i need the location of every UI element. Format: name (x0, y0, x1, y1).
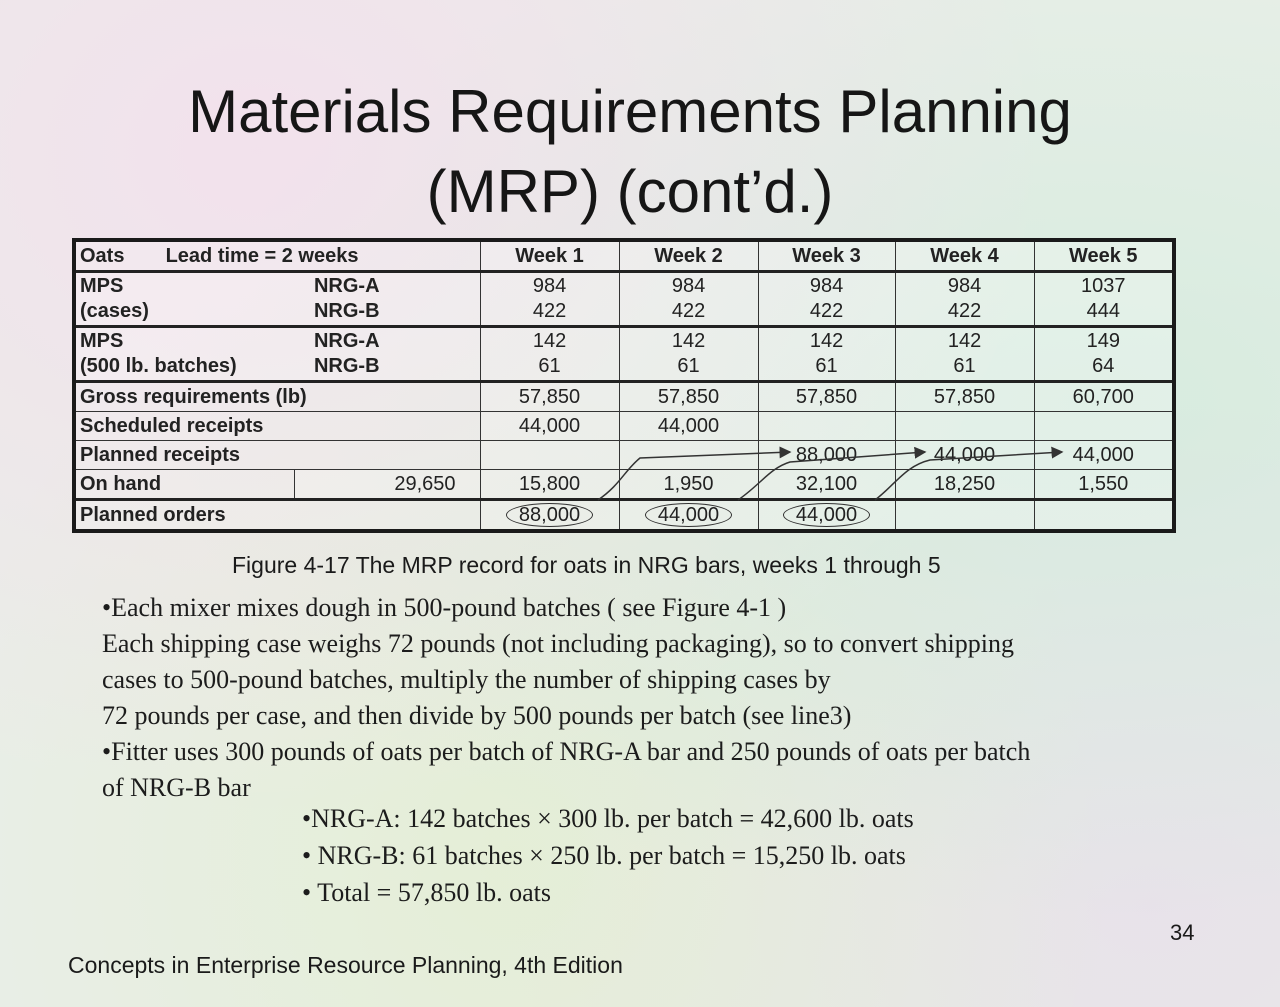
header-label-cell (74, 240, 480, 272)
bullet-mixer: •Each mixer mixes dough in 500-pound batches ( see Figure 4-1 ) (102, 593, 787, 622)
planned-receipt-cell (619, 441, 758, 470)
on-hand-cell: 15,800 (480, 470, 619, 500)
planned-order-circle: 44,000 (783, 503, 870, 527)
scheduled-cell (1034, 412, 1174, 441)
planned-order-cell (758, 500, 895, 532)
body-line: 72 pounds per case, and then divide by 500 pounds per batch (see line3) (102, 701, 852, 730)
product-a-label: NRG-A (313, 275, 380, 297)
week-header: Week 5 (1034, 240, 1174, 272)
mps-cases-label (74, 272, 480, 327)
scheduled-cell (758, 412, 895, 441)
mps-cases-row (74, 272, 1174, 327)
on-hand-label: On hand (74, 470, 294, 500)
body-line: of NRG-B bar (102, 773, 251, 802)
week-header: Week 3 (758, 240, 895, 272)
calc-nrg-b: • NRG-B: 61 batches × 250 lb. per batch = 15,250 lb. oats (302, 841, 906, 870)
planned-order-cell (895, 500, 1034, 532)
header-row (74, 240, 1174, 272)
mps-batches-cell: 142 61 (895, 327, 1034, 382)
batches-label: (500 lb. batches) (80, 355, 237, 377)
calc-nrg-a: •NRG-A: 142 batches × 300 lb. per batch = 42,600 lb. oats (302, 804, 914, 833)
week-header: Week 2 (619, 240, 758, 272)
gross-requirements-row (74, 382, 1174, 412)
mps-batches-cell: 149 64 (1034, 327, 1174, 382)
on-hand-initial: 29,650 (294, 470, 480, 500)
gross-requirements-label: Gross requirements (lb) (74, 382, 480, 412)
slide-title (0, 72, 1260, 232)
slide-footer: Concepts in Enterprise Resource Planning, 4th Edition (68, 952, 623, 978)
scheduled-receipts-label: Scheduled receipts (74, 412, 480, 441)
mps-label: MPS (80, 330, 124, 352)
cases-label: (cases) (80, 300, 149, 322)
planned-order-cell (480, 500, 619, 532)
scheduled-cell (895, 412, 1034, 441)
mps-batches-cell: 142 61 (619, 327, 758, 382)
on-hand-row (74, 470, 1174, 500)
title-line-2: (MRP) (cont’d.) (426, 158, 834, 225)
planned-receipt-cell (480, 441, 619, 470)
mps-cases-cell: 984 422 (895, 272, 1034, 327)
mps-batches-row (74, 327, 1174, 382)
product-a-label: NRG-A (313, 330, 380, 352)
planned-receipt-cell: 44,000 (895, 441, 1034, 470)
mps-cases-cell: 984 422 (758, 272, 895, 327)
scheduled-receipts-row (74, 412, 1174, 441)
planned-orders-label: Planned orders (74, 500, 480, 532)
item-name: Oats (80, 244, 125, 267)
on-hand-cell: 1,550 (1034, 470, 1174, 500)
planned-order-cell (1034, 500, 1174, 532)
planned-order-circle: 44,000 (645, 503, 732, 527)
body-text (102, 590, 1182, 806)
on-hand-cell: 32,100 (758, 470, 895, 500)
lead-time: Lead time = 2 weeks (165, 244, 359, 267)
week-header: Week 1 (480, 240, 619, 272)
calculation-list (302, 800, 914, 911)
scheduled-cell: 44,000 (619, 412, 758, 441)
mps-cases-cell: 1037 444 (1034, 272, 1174, 327)
gross-cell: 60,700 (1034, 382, 1174, 412)
mps-batches-label (74, 327, 480, 382)
planned-order-circle: 88,000 (506, 503, 593, 527)
mps-batches-cell: 142 61 (758, 327, 895, 382)
bullet-fitter: •Fitter uses 300 pounds of oats per batch of NRG-A bar and 250 pounds of oats per batch (102, 737, 1031, 766)
gross-cell: 57,850 (895, 382, 1034, 412)
week-header: Week 4 (895, 240, 1034, 272)
mps-label: MPS (80, 275, 124, 297)
scheduled-cell: 44,000 (480, 412, 619, 441)
product-b-label: NRG-B (313, 355, 380, 377)
title-line-1: Materials Requirements Planning (188, 78, 1072, 145)
body-line: cases to 500-pound batches, multiply the number of shipping cases by (102, 665, 831, 694)
mps-batches-cell: 142 61 (480, 327, 619, 382)
planned-receipt-cell: 44,000 (1034, 441, 1174, 470)
planned-receipts-row (74, 441, 1174, 470)
page-number: 34 (1170, 920, 1195, 945)
mrp-record-table (72, 238, 1176, 533)
product-b-label: NRG-B (313, 300, 380, 322)
on-hand-cell: 1,950 (619, 470, 758, 500)
gross-cell: 57,850 (480, 382, 619, 412)
figure-caption: Figure 4-17 The MRP record for oats in NRG bars, weeks 1 through 5 (232, 552, 941, 578)
planned-order-cell (619, 500, 758, 532)
gross-cell: 57,850 (619, 382, 758, 412)
on-hand-cell: 18,250 (895, 470, 1034, 500)
planned-receipts-label: Planned receipts (74, 441, 480, 470)
mps-cases-cell: 984 422 (619, 272, 758, 327)
body-line: Each shipping case weighs 72 pounds (not including packaging), so to convert shipping (102, 629, 1015, 658)
calc-total: • Total = 57,850 lb. oats (302, 878, 551, 907)
gross-cell: 57,850 (758, 382, 895, 412)
planned-orders-row (74, 500, 1174, 532)
planned-receipt-cell: 88,000 (758, 441, 895, 470)
mps-cases-cell: 984 422 (480, 272, 619, 327)
